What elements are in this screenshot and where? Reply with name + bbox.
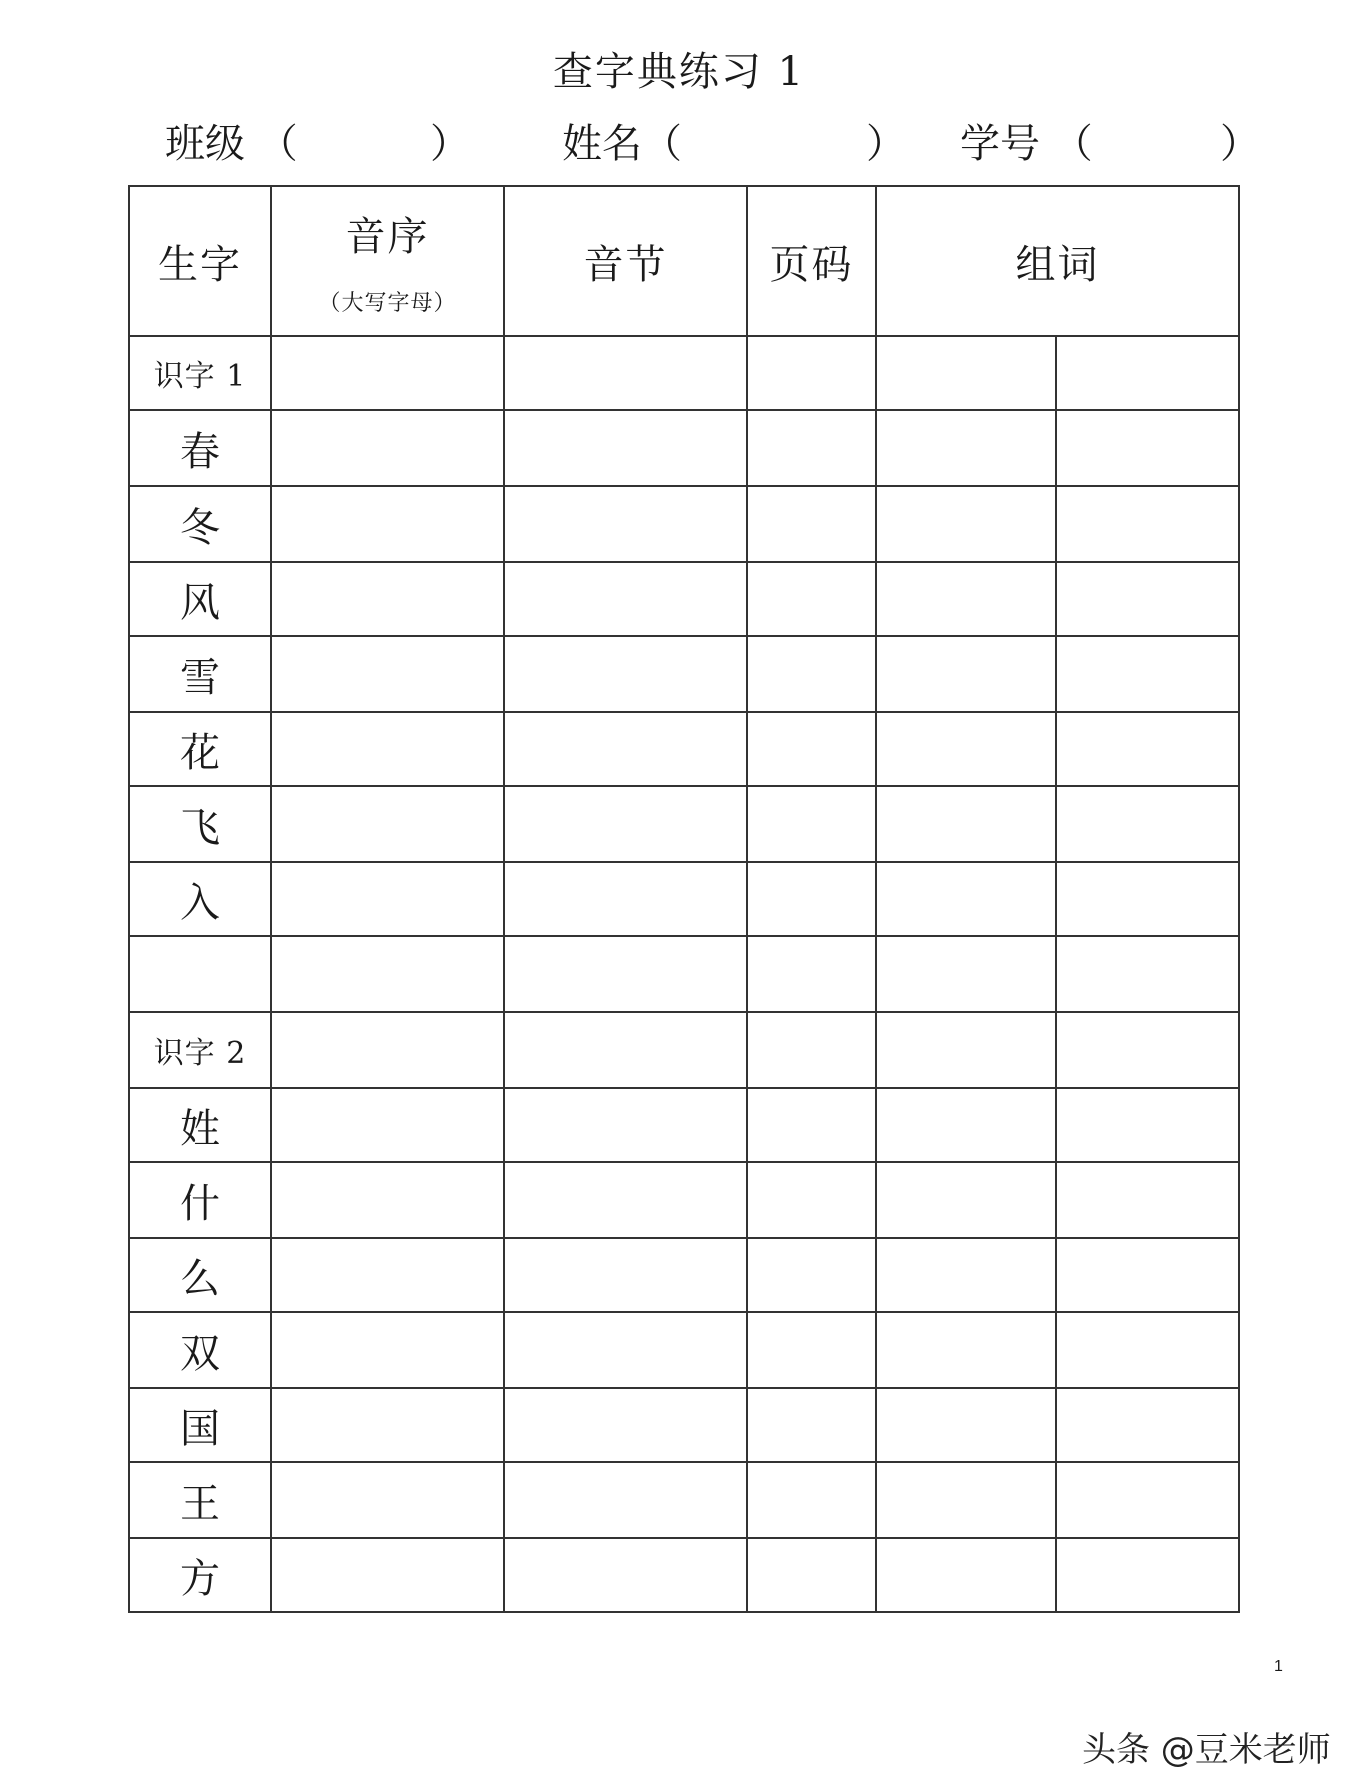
page-cell[interactable]	[747, 786, 876, 862]
syllable-cell[interactable]	[504, 486, 747, 562]
page-cell[interactable]	[747, 1162, 876, 1238]
syllable-cell[interactable]	[504, 562, 747, 636]
syllable-cell[interactable]	[504, 1162, 747, 1238]
character-cell	[129, 936, 271, 1012]
table-row	[129, 786, 1239, 862]
table-row	[129, 636, 1239, 712]
word-cell-2[interactable]	[1056, 936, 1239, 1012]
character-cell: 方	[129, 1538, 271, 1612]
page-cell[interactable]	[747, 1538, 876, 1612]
word-cell-2[interactable]	[1056, 862, 1239, 936]
order-cell[interactable]	[271, 1162, 504, 1238]
syllable-cell[interactable]	[504, 936, 747, 1012]
word-cell-1[interactable]	[876, 936, 1056, 1012]
table-row	[129, 336, 1239, 410]
table-row	[129, 1312, 1239, 1388]
order-cell[interactable]	[271, 1462, 504, 1538]
syllable-cell[interactable]	[504, 786, 747, 862]
section-label-cell: 识字 1	[129, 336, 271, 410]
page-cell[interactable]	[747, 486, 876, 562]
word-cell-1[interactable]	[876, 636, 1056, 712]
page-cell[interactable]	[747, 336, 876, 410]
syllable-cell[interactable]	[504, 1238, 747, 1312]
character-cell: 什	[129, 1162, 271, 1238]
header-char: 生字	[129, 186, 271, 336]
page-cell[interactable]	[747, 1312, 876, 1388]
class-label: 班级 （	[165, 121, 298, 167]
syllable-cell[interactable]	[504, 1388, 747, 1462]
word-cell-1[interactable]	[876, 1012, 1056, 1088]
page-cell[interactable]	[747, 1238, 876, 1312]
order-cell[interactable]	[271, 1312, 504, 1388]
page-cell[interactable]	[747, 1388, 876, 1462]
character-cell: 春	[129, 410, 271, 486]
character-cell: 入	[129, 862, 271, 936]
word-cell-2[interactable]	[1056, 1238, 1239, 1312]
word-cell-1[interactable]	[876, 336, 1056, 410]
word-cell-2[interactable]	[1056, 1162, 1239, 1238]
syllable-cell[interactable]	[504, 1088, 747, 1162]
word-cell-1[interactable]	[876, 1088, 1056, 1162]
word-cell-2[interactable]	[1056, 410, 1239, 486]
word-cell-1[interactable]	[876, 1312, 1056, 1388]
syllable-cell[interactable]	[504, 336, 747, 410]
word-cell-1[interactable]	[876, 1462, 1056, 1538]
word-cell-1[interactable]	[876, 486, 1056, 562]
order-cell[interactable]	[271, 1538, 504, 1612]
character-cell: 雪	[129, 636, 271, 712]
syllable-cell[interactable]	[504, 1312, 747, 1388]
word-cell-1[interactable]	[876, 1162, 1056, 1238]
page-cell[interactable]	[747, 1012, 876, 1088]
order-cell[interactable]	[271, 1088, 504, 1162]
word-cell-1[interactable]	[876, 712, 1056, 786]
name-label: 姓名（	[562, 121, 682, 167]
syllable-cell[interactable]	[504, 1012, 747, 1088]
syllable-cell[interactable]	[504, 862, 747, 936]
watermark: 头条 @豆米老师	[1082, 1730, 1331, 1770]
syllable-cell[interactable]	[504, 410, 747, 486]
table-row	[129, 1162, 1239, 1238]
table-row	[129, 1012, 1239, 1088]
table-row	[129, 1088, 1239, 1162]
page-cell[interactable]	[747, 1462, 876, 1538]
order-cell[interactable]	[271, 636, 504, 712]
class-close-paren: ）	[430, 121, 470, 167]
character-cell: 飞	[129, 786, 271, 862]
header-page: 页码	[747, 186, 876, 336]
word-cell-1[interactable]	[876, 562, 1056, 636]
page-cell[interactable]	[747, 562, 876, 636]
character-cell: 花	[129, 712, 271, 786]
order-cell[interactable]	[271, 1012, 504, 1088]
word-cell-2[interactable]	[1056, 1538, 1239, 1612]
dictionary-practice-table	[128, 185, 1240, 1613]
student-id-label: 学号 （	[960, 121, 1093, 167]
name-close-paren: ）	[866, 121, 906, 167]
page-cell[interactable]	[747, 410, 876, 486]
page-cell[interactable]	[747, 936, 876, 1012]
student-id-close-paren: ）	[1220, 121, 1260, 167]
character-cell: 国	[129, 1388, 271, 1462]
order-cell[interactable]	[271, 562, 504, 636]
word-cell-2[interactable]	[1056, 1388, 1239, 1462]
word-cell-1[interactable]	[876, 1388, 1056, 1462]
word-cell-1[interactable]	[876, 1538, 1056, 1612]
table-header-row	[129, 186, 1239, 336]
order-cell[interactable]	[271, 786, 504, 862]
order-cell[interactable]	[271, 1238, 504, 1312]
word-cell-2[interactable]	[1056, 786, 1239, 862]
word-cell-2[interactable]	[1056, 636, 1239, 712]
table-row	[129, 1388, 1239, 1462]
order-cell[interactable]	[271, 862, 504, 936]
syllable-cell[interactable]	[504, 1462, 747, 1538]
character-cell: 冬	[129, 486, 271, 562]
header-order: 音序 （大写字母）	[271, 186, 504, 336]
order-cell[interactable]	[271, 486, 504, 562]
word-cell-2[interactable]	[1056, 712, 1239, 786]
table-row	[129, 410, 1239, 486]
syllable-cell[interactable]	[504, 712, 747, 786]
word-cell-2[interactable]	[1056, 1012, 1239, 1088]
character-cell: 姓	[129, 1088, 271, 1162]
page-number: 1	[1274, 1658, 1283, 1675]
worksheet-title: 查字典练习 1	[552, 49, 806, 95]
header-order-note: （大写字母）	[318, 291, 457, 316]
order-cell[interactable]	[271, 336, 504, 410]
order-cell[interactable]	[271, 410, 504, 486]
word-cell-1[interactable]	[876, 786, 1056, 862]
word-cell-1[interactable]	[876, 1238, 1056, 1312]
order-cell[interactable]	[271, 936, 504, 1012]
word-cell-2[interactable]	[1056, 1312, 1239, 1388]
character-cell: 王	[129, 1462, 271, 1538]
page-cell[interactable]	[747, 636, 876, 712]
word-cell-1[interactable]	[876, 410, 1056, 486]
table-row	[129, 936, 1239, 1012]
table-row	[129, 1462, 1239, 1538]
character-cell: 风	[129, 562, 271, 636]
table-row	[129, 486, 1239, 562]
student-info-line	[0, 112, 1358, 172]
table-row	[129, 562, 1239, 636]
table-row	[129, 862, 1239, 936]
word-cell-2[interactable]	[1056, 486, 1239, 562]
syllable-cell[interactable]	[504, 1538, 747, 1612]
table-row	[129, 1538, 1239, 1612]
character-cell: 双	[129, 1312, 271, 1388]
page-cell[interactable]	[747, 862, 876, 936]
header-syllable: 音节	[504, 186, 747, 336]
table-row	[129, 1238, 1239, 1312]
word-cell-2[interactable]	[1056, 336, 1239, 410]
word-cell-2[interactable]	[1056, 1088, 1239, 1162]
order-cell[interactable]	[271, 712, 504, 786]
word-cell-2[interactable]	[1056, 1462, 1239, 1538]
section-label-cell: 识字 2	[129, 1012, 271, 1088]
syllable-cell[interactable]	[504, 636, 747, 712]
word-cell-2[interactable]	[1056, 562, 1239, 636]
order-cell[interactable]	[271, 1388, 504, 1462]
page-cell[interactable]	[747, 1088, 876, 1162]
header-words: 组词	[876, 186, 1239, 336]
character-cell: 么	[129, 1238, 271, 1312]
table-row	[129, 712, 1239, 786]
page-cell[interactable]	[747, 712, 876, 786]
word-cell-1[interactable]	[876, 862, 1056, 936]
